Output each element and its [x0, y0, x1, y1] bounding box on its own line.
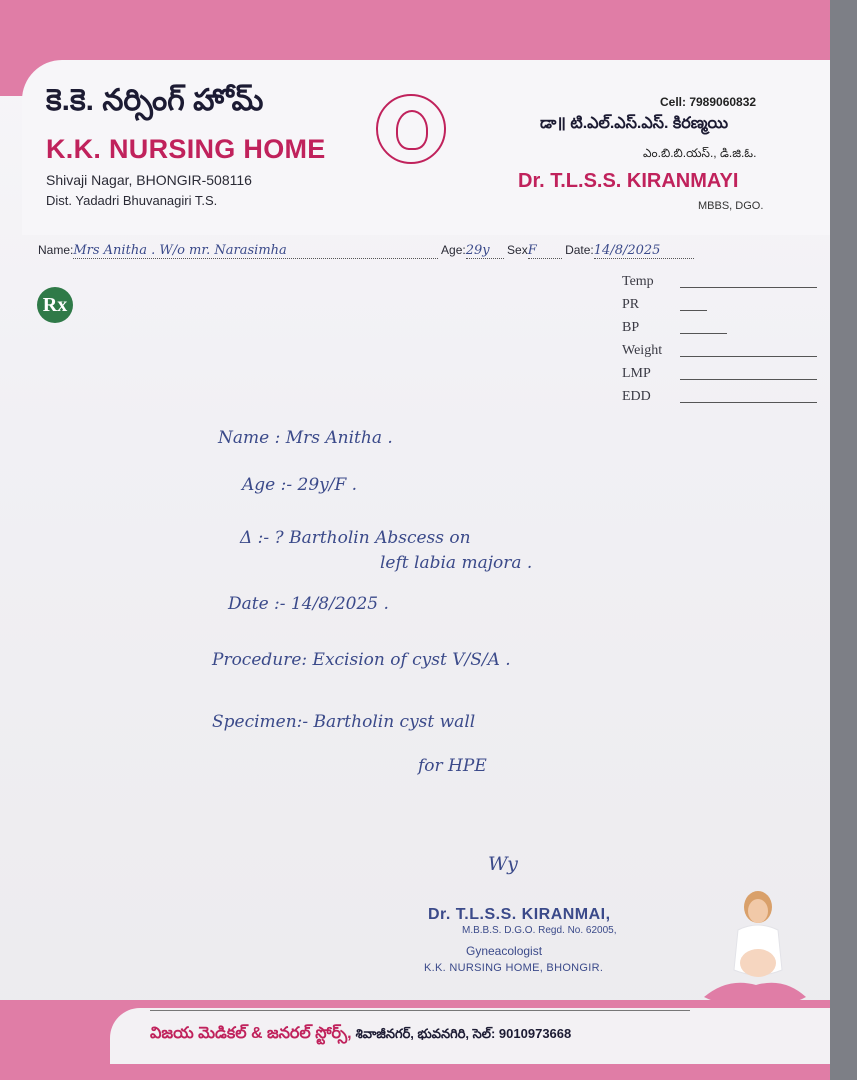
vitals-panel — [622, 272, 817, 410]
vital-label: Temp — [622, 274, 654, 289]
sex-field — [528, 243, 562, 259]
clinic-address-line1: Shivaji Nagar, BHONGIR-508116 — [46, 172, 252, 188]
clinic-logo-icon — [376, 94, 446, 164]
doctor-name: Dr. T.L.S.S. KIRANMAYI — [518, 170, 739, 192]
vital-row — [622, 387, 817, 410]
doctor-cell-number: Cell: 7989060832 — [660, 95, 757, 109]
footer-divider — [150, 1010, 690, 1011]
stamp-doctor-name: Dr. T.L.S.S. KIRANMAI, — [428, 906, 611, 923]
pregnant-woman-illustration — [698, 885, 810, 1015]
vital-line — [680, 402, 817, 403]
vital-line — [680, 310, 707, 311]
mother-child-icon — [396, 110, 428, 150]
name-field — [73, 243, 438, 259]
vital-row — [622, 272, 817, 295]
doctor-degree-telugu: ఎం.బి.బి.యస్., డి.జి.ఓ. — [643, 146, 757, 160]
footer-store-details: శివాజీనగర్, భువనగిరి, సెల్: 9010973668 — [355, 1026, 572, 1041]
note-age: Age :- 29y/F . — [242, 475, 358, 495]
stamp-registration: M.B.B.S. D.G.O. Regd. No. 62005, — [462, 925, 617, 936]
clinic-name: K.K. NURSING HOME — [46, 134, 326, 164]
age-field — [466, 243, 504, 259]
vital-label: LMP — [622, 366, 651, 381]
clinic-name-telugu: కె.కె. నర్సింగ్ హోమ్ — [46, 84, 264, 117]
vital-label: BP — [622, 320, 640, 335]
vital-row — [622, 295, 817, 318]
doctor-name-telugu: డా॥ టి.ఎల్.ఎస్.ఎస్. కిరణ్మయి — [540, 115, 729, 132]
footer-store — [150, 1024, 571, 1046]
footer-store-name: విజయ మెడికల్ & జనరల్ స్టోర్స్, — [150, 1025, 352, 1042]
stamp-place: K.K. NURSING HOME, BHONGIR. — [424, 962, 604, 974]
vital-row — [622, 364, 817, 387]
patient-info-row — [38, 243, 694, 259]
vital-line — [680, 379, 817, 380]
date-label: Date: — [565, 243, 594, 257]
age-label: Age: — [441, 243, 466, 257]
rx-symbol-icon: Rx — [37, 287, 73, 323]
sex-value: F — [527, 243, 537, 258]
note-name: Name : Mrs Anitha . — [218, 428, 393, 448]
age-value: 29y — [465, 243, 490, 258]
date-field — [594, 243, 694, 259]
vital-line — [680, 356, 817, 357]
note-diagnosis-line2: left labia majora . — [380, 553, 533, 573]
stamp-role: Gyneacologist — [466, 944, 543, 958]
vital-line — [680, 333, 727, 334]
name-label: Name: — [38, 243, 74, 257]
note-procedure: Procedure: Excision of cyst V/S/A . — [212, 650, 511, 670]
doctor-degree: MBBS, DGO. — [698, 200, 764, 212]
background-table-edge — [830, 0, 857, 1080]
vital-label: PR — [622, 297, 640, 312]
sex-label: Sex — [507, 243, 528, 257]
date-value: 14/8/2025 — [593, 243, 661, 258]
note-specimen-line1: Specimen:- Bartholin cyst wall — [212, 712, 476, 732]
vital-row — [622, 341, 817, 364]
note-date: Date :- 14/8/2025 . — [228, 594, 389, 614]
vital-row — [622, 318, 817, 341]
note-diagnosis-line1: Δ :- ? Bartholin Abscess on — [240, 528, 471, 548]
vital-label: Weight — [622, 343, 663, 358]
name-value: Mrs Anitha . W/o mr. Narasimha — [73, 243, 287, 258]
doctor-signature: Wy — [488, 853, 518, 875]
vital-label: EDD — [622, 389, 651, 404]
clinic-address-line2: Dist. Yadadri Bhuvanagiri T.S. — [46, 193, 218, 208]
note-specimen-line2: for HPE — [418, 756, 487, 776]
vital-line — [680, 287, 817, 288]
